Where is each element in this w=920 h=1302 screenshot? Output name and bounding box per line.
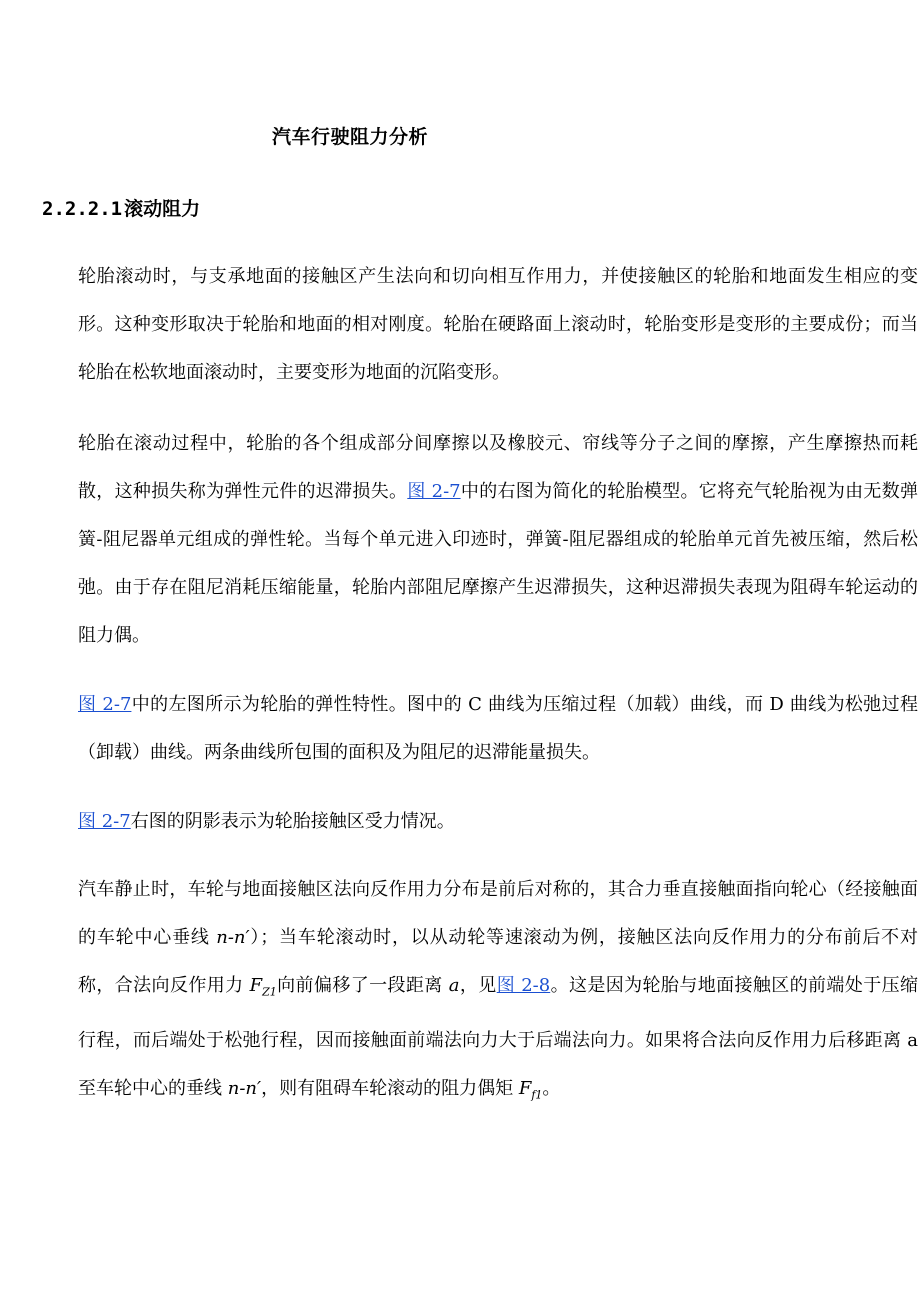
ff1-symbol: F (518, 1077, 532, 1099)
paragraph-4 (42, 798, 918, 846)
paragraph-5-text-d: ，见 (459, 975, 497, 996)
paragraph-5 (42, 866, 918, 1119)
fz1-symbol: F (249, 975, 263, 996)
paragraph-4-text: 右图的阴影表示为轮胎接触区受力情况。 (130, 811, 455, 832)
paragraph-1: 轮胎滚动时，与支承地面的接触区产生法向和切向相互作用力，并使接触区的轮胎和地面发生相应的变形。这种变形取决于轮胎和地面的相对刚度。轮胎在硬路面上滚动时，轮胎变形是变形的主要成份；而当轮胎在松软地面滚动时，主要变形为地面的沉陷变形。 (78, 266, 918, 383)
a-variable: a (448, 975, 460, 996)
section-number: 2.2.2.1 (42, 198, 123, 220)
section-title: 滚动阻力 (124, 198, 201, 220)
paragraph-2-text-b: 中的右图为简化的轮胎模型。它将充气轮胎视为由无数弹簧-阻尼器单元组成的弹性轮。当每个单元进入印迹时，弹簧-阻尼器组成的轮胎单元首先被压缩，然后松弛。由于存在阻尼消耗压缩能量，轮胎内部阻尼摩擦产生迟滞损失，这种迟滞损失表现为阻碍车轮运动的阻力偶。 (78, 481, 919, 646)
paragraph-3-text: 中的左图所示为轮胎的弹性特性。图中的 C 曲线为压缩过程（加载）曲线，而 D 曲线为松弛过程（卸载）曲线。两条曲线所包围的面积及为阻尼的迟滞能量损失。 (78, 694, 918, 763)
ff1-subscript: f1 (531, 1088, 543, 1102)
paragraph-5-text-h: 。 (542, 1077, 561, 1099)
fz1-variable (249, 975, 277, 999)
n-n-prime-variable: n-n′ (216, 927, 250, 948)
n-n-prime-variable: n-n′ (227, 1077, 262, 1099)
paragraph-5-text-b: ）；当车轮滚动时，以从动轮等速滚动为例，接触区法向反作用力的分布前后不对称，合法向反作用力 (78, 927, 918, 996)
ff1-variable (518, 1077, 543, 1102)
paragraph-5-text-a: 汽车静止时，车轮与地面接触区法向反作用力分布是前后对称的，其合力垂直接触面指向轮心（经接触面的车轮中心垂线 (78, 879, 918, 948)
paragraph-5-text-c: 向前偏移了一段距离 (276, 975, 449, 996)
figure-2-7-link[interactable]: 图 2-7 (407, 481, 461, 502)
paragraph-2-text-a: 轮胎在滚动过程中，轮胎的各个组成部分间摩擦以及橡胶元、帘线等分子之间的摩擦，产生摩擦热而耗散，这种损失称为弹性元件的迟滞损失。 (78, 433, 918, 502)
paragraph-5-text-g: ，则有阻碍车轮滚动的阻力偶矩 (261, 1077, 519, 1099)
figure-2-8-link[interactable]: 图 2-8 (496, 975, 551, 996)
a-variable: a (907, 1029, 918, 1051)
paragraph-3 (42, 681, 918, 777)
paragraph-5-text-e: 。这是因为轮胎与地面接触区的前端处于压缩行程，而后端处于松弛行程，因而接触面前端法向力大于后端法向力。如果将合法向反作用力后移距离 (78, 975, 918, 1051)
page-title: 汽车行驶阻力分析 (272, 126, 429, 148)
figure-2-7-link[interactable]: 图 2-7 (78, 694, 132, 715)
fz1-subscript: Z1 (262, 985, 277, 999)
paragraph-2 (42, 420, 918, 660)
paragraph-5-text-f: 至车轮中心的垂线 (78, 1077, 228, 1099)
section-heading (42, 194, 200, 221)
figure-2-7-link[interactable]: 图 2-7 (78, 811, 131, 832)
